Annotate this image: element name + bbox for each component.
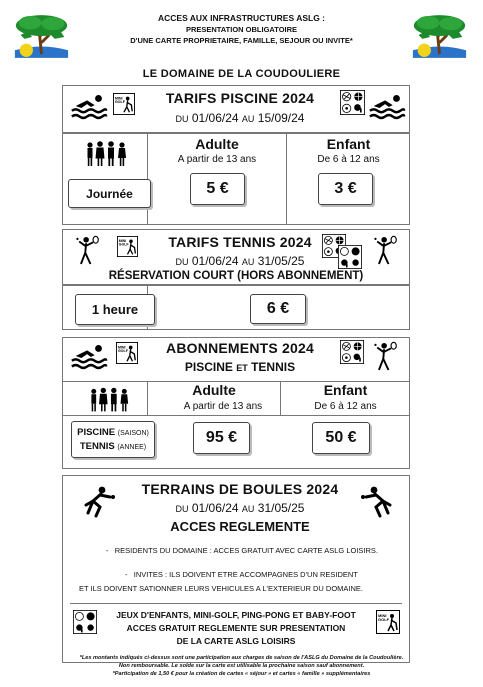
boules-residents: - RESIDENTS DU DOMAINE : ACCES GRATUIT AVEC CARTE ASLG LOISIRS. xyxy=(106,546,379,555)
jeux-line1: JEUX D'ENFANTS, MINI-GOLF, PING-PONG ET BABY-FOOT xyxy=(116,610,356,620)
abonnements-adult-ages: A partir de 13 ans xyxy=(183,401,263,412)
ping-pong-icon xyxy=(73,610,97,634)
mini-golf-icon xyxy=(117,236,138,257)
abonnements-row-line1: PISCINE (SAISON) xyxy=(77,426,149,438)
mini-golf-icon xyxy=(116,342,138,364)
abonnements-subtitle: PISCINE ET TENNIS xyxy=(184,360,296,374)
abonnements-child-ages: De 6 à 12 ans xyxy=(314,401,377,412)
piscine-adult-label: Adulte xyxy=(195,136,239,152)
tennis-player-icon xyxy=(74,234,100,268)
piscine-dates: DU 01/06/24 AU 15/09/24 xyxy=(175,111,305,125)
abonnements-child-price: 50 € xyxy=(312,422,370,454)
piscine-adult-ages: A partir de 13 ans xyxy=(177,154,257,165)
tennis-player-icon-right xyxy=(372,234,398,268)
swimmer-icon xyxy=(70,92,108,122)
abonnements-child-label: Enfant xyxy=(323,382,368,398)
abonnements-adult-price: 95 € xyxy=(193,422,250,454)
mini-golf-icon xyxy=(376,610,400,634)
right-logo-tree-icon xyxy=(411,12,468,60)
tennis-reservation: RÉSERVATION COURT (HORS ABONNEMENT) xyxy=(108,270,364,282)
jeux-line3: DE LA CARTE ASLG LOISIRS xyxy=(176,636,296,646)
left-logo-tree-icon xyxy=(13,12,70,60)
sport-balls-icon xyxy=(340,90,365,115)
swimmer-icon-right xyxy=(368,92,406,122)
piscine-adult-price: 5 € xyxy=(190,173,245,205)
family-icon xyxy=(89,385,131,413)
piscine-child-ages: De 6 à 12 ans xyxy=(317,154,380,165)
footnote-1: *Les montants indiqués ci-dessus sont une participation aux charges de saison de l'ASLG du Domaine de la Coudoulière. xyxy=(79,655,404,661)
boules-player-icon xyxy=(76,485,120,519)
jeux-line2: ACCES GRATUIT REGLEMENTE SUR PRESENTATION xyxy=(126,623,346,633)
footnote-3: *Participation de 1,50 € pour la création de cartes « séjour » et cartes « famille » supplémentaires xyxy=(112,671,371,677)
tennis-player-icon-right xyxy=(372,340,398,374)
abonnements-row-line2: TENNIS (ANNEE) xyxy=(79,440,147,452)
abonnements-title: ABONNEMENTS 2024 xyxy=(166,340,314,356)
piscine-child-price: 3 € xyxy=(318,173,373,205)
abonnements-row-label xyxy=(71,421,155,458)
boules-invites2: ET ILS DOIVENT SATIONNER LEURS VEHICULES A L'EXTERIEUR DU DOMAINE. xyxy=(79,584,364,593)
domain-title: LE DOMAINE DE LA COUDOULIERE xyxy=(142,68,341,80)
header-line3: D'UNE CARTE PROPRIETAIRE, FAMILLE, SEJOUR OU INVITE* xyxy=(130,36,353,45)
boules-dates: DU 01/06/24 AU 31/05/25 xyxy=(175,501,305,515)
boules-acces: ACCES REGLEMENTE xyxy=(170,519,310,534)
boules-invites1: - INVITES : ILS DOIVENT ETRE ACCOMPAGNES D'UN RESIDENT xyxy=(125,570,358,579)
tennis-price: 6 € xyxy=(250,294,306,324)
piscine-child-label: Enfant xyxy=(326,136,371,152)
sport-balls-icon xyxy=(340,340,364,364)
mini-golf-icon xyxy=(113,93,135,115)
footnote-2: Non remboursable. Le solde sur la carte est utilisable la prochaine saison sauf abonnement. xyxy=(118,663,365,669)
abonnements-adult-label: Adulte xyxy=(192,382,236,398)
family-icon xyxy=(85,138,129,168)
swimmer-icon xyxy=(70,342,108,372)
header-line2: PRESENTATION OBLIGATOIRE xyxy=(185,25,298,34)
boules-title: TERRAINS DE BOULES 2024 xyxy=(141,481,339,497)
ping-pong-icon xyxy=(338,245,362,269)
header-line1: ACCES AUX INFRASTRUCTURES ASLG : xyxy=(157,13,325,23)
piscine-journee-label: Journée xyxy=(68,179,151,208)
tennis-title: TARIFS TENNIS 2024 xyxy=(168,234,312,250)
boules-player-icon-right xyxy=(356,485,400,519)
piscine-title: TARIFS PISCINE 2024 xyxy=(165,90,315,106)
tennis-dates: DU 01/06/24 AU 31/05/25 xyxy=(175,254,305,268)
tennis-hour-label: 1 heure xyxy=(75,294,155,325)
